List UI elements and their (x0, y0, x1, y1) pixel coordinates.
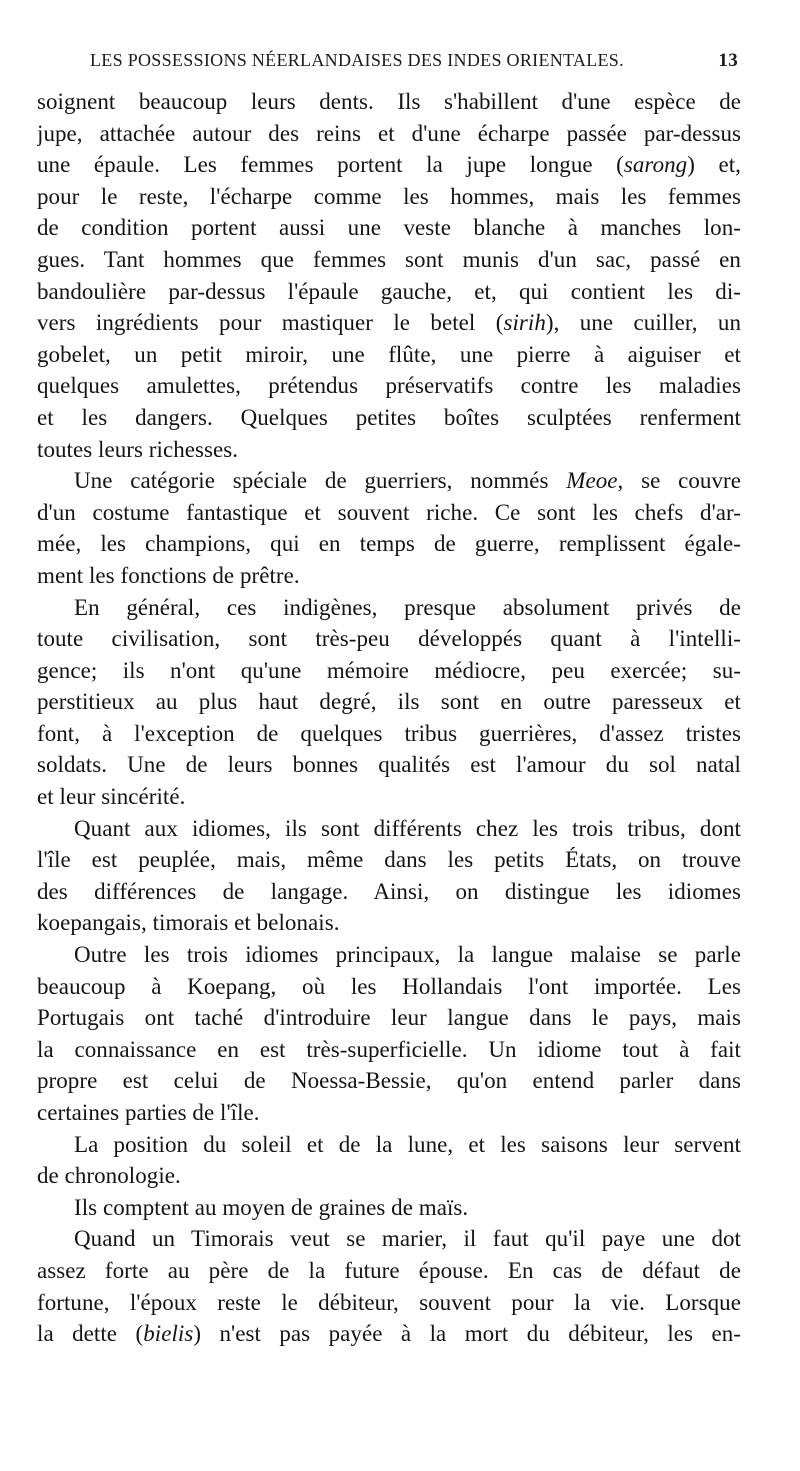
text-run: une épaule. Les femmes portent la jupe longue ( (37, 152, 624, 178)
text-run: assez forte au père de la future épouse. En cas de défaut de (37, 1257, 741, 1283)
text-line (37, 212, 741, 244)
text-run: soignent beaucoup leurs dents. Ils s'habillent d'une espèce de (37, 89, 741, 114)
text-line (37, 813, 741, 845)
text-run: propre est celui de Noessa-Bessie, qu'on entend parler dans (37, 1068, 741, 1094)
text-run: ), une cuiller, un (545, 310, 741, 336)
text-run: font, à l'exception de quelques tribus guerrières, d'assez tristes (37, 720, 741, 746)
text-run: d'un costume fantastique et souvent riche. Ce sont les chefs d'ar- (37, 499, 741, 525)
text-run: des différences de langage. Ainsi, on distingue les idiomes (37, 878, 741, 904)
text-line (37, 434, 741, 466)
text-run: perstitieux au plus haut degré, ils sont en outre paresseux et (37, 689, 741, 715)
text-line (37, 1255, 741, 1287)
running-header (90, 50, 738, 74)
text-run: La position du soleil et de la lune, et les saisons leur servent (74, 1131, 741, 1157)
text-line (37, 1002, 741, 1034)
text-line (37, 181, 741, 213)
text-line (37, 1318, 741, 1350)
text-run: gobelet, un petit miroir, une flûte, une pierre à aiguiser et (37, 341, 741, 367)
text-run: ) et, (687, 152, 741, 178)
text-line (37, 655, 741, 687)
text-line (37, 118, 741, 150)
text-run: de condition portent aussi une veste blanche à manches lon- (37, 215, 741, 241)
text-line (37, 1192, 741, 1224)
text-run: pour le reste, l'écharpe comme les hommes, mais les femmes (37, 183, 741, 209)
text-line (37, 1065, 741, 1097)
text-run: gues. Tant hommes que femmes sont munis d'un sac, passé en (37, 246, 741, 272)
text-line (37, 1129, 741, 1161)
italic-term: Meoe (566, 468, 618, 494)
text-line (37, 244, 741, 276)
text-line (37, 370, 741, 402)
text-run: mée, les champions, qui en temps de guerre, remplissent égale- (37, 531, 741, 557)
text-line (37, 149, 741, 181)
text-run: ) n'est pas payée à la mort du débiteur, les en- (193, 1321, 741, 1347)
text-line (37, 497, 741, 529)
text-line (37, 465, 741, 497)
text-run: gence; ils n'ont qu'une mémoire médiocre, peu exercée; su- (37, 657, 741, 683)
text-line (37, 276, 741, 308)
text-run: certaines parties de l'île. (37, 1100, 260, 1125)
text-line (37, 907, 741, 939)
text-line (37, 844, 741, 876)
text-run: Portugais ont taché d'introduire leur langue dans le pays, mais (37, 1005, 741, 1031)
text-run: , se couvre (617, 468, 741, 494)
text-line (37, 749, 741, 781)
text-run: toute civilisation, sont très-peu développés quant à l'intelli- (37, 626, 741, 652)
text-run: et les dangers. Quelques petites boîtes sculptées renferment (37, 404, 741, 430)
text-line (37, 1287, 741, 1319)
text-run: Quand un Timorais veut se marier, il faut qu'il paye une dot (74, 1226, 741, 1252)
text-line (37, 339, 741, 371)
text-line (37, 781, 741, 813)
text-run: fortune, l'époux reste le débiteur, souvent pour la vie. Lorsque (37, 1289, 741, 1315)
text-line (37, 560, 741, 592)
italic-term: sirih (503, 310, 546, 336)
text-line (37, 623, 741, 655)
text-run: koepangais, timorais et belonais. (37, 910, 340, 936)
text-line (37, 1223, 741, 1255)
text-line (37, 1097, 741, 1129)
text-run: Ils comptent au moyen de graines de maïs. (74, 1194, 469, 1220)
text-run: l'île est peuplée, mais, même dans les petits États, on trouve (37, 847, 741, 873)
text-run: Quant aux idiomes, ils sont différents chez les trois tribus, dont (74, 815, 741, 841)
text-line (37, 686, 741, 718)
text-run: de chronologie. (37, 1163, 181, 1189)
text-line (37, 307, 741, 339)
text-run: Outre les trois idiomes principaux, la langue malaise se parle (74, 942, 741, 968)
text-run: soldats. Une de leurs bonnes qualités est l'amour du sol natal (37, 752, 741, 778)
italic-term: sarong (623, 152, 688, 178)
page-number: 13 (718, 50, 738, 71)
text-run: En général, ces indigènes, presque absolument privés de (74, 594, 741, 620)
text-run: la connaissance en est très-superficielle. Un idiome tout à fait (37, 1036, 741, 1062)
text-run: jupe, attachée autour des reins et d'une écharpe passée par-dessus (37, 120, 741, 146)
text-line (37, 1160, 741, 1192)
text-line (37, 1034, 741, 1066)
italic-term: bielis (143, 1321, 194, 1347)
text-run: quelques amulettes, prétendus préservatifs contre les maladies (37, 373, 741, 399)
running-title: LES POSSESSIONS NÉERLANDAISES DES INDES ORIENTALES. (90, 50, 624, 70)
text-run: vers ingrédients pour mastiquer le betel ( (37, 310, 504, 336)
text-run: Une catégorie spéciale de guerriers, nommés (74, 468, 567, 494)
text-line (37, 876, 741, 908)
text-line (37, 971, 741, 1003)
text-run: la dette ( (37, 1321, 144, 1347)
text-line (37, 86, 741, 118)
text-line (37, 528, 741, 560)
text-run: beaucoup à Koepang, où les Hollandais l'ont importée. Les (37, 973, 741, 999)
text-line (37, 718, 741, 750)
text-run: ment les fonctions de prêtre. (37, 562, 300, 588)
text-line (37, 402, 741, 434)
text-run: bandoulière par-dessus l'épaule gauche, et, qui contient les di- (37, 278, 741, 304)
text-run: et leur sincérité. (37, 784, 186, 810)
text-line (37, 592, 741, 624)
text-run: toutes leurs richesses. (37, 436, 239, 462)
body-text (37, 86, 741, 1350)
text-line (37, 939, 741, 971)
